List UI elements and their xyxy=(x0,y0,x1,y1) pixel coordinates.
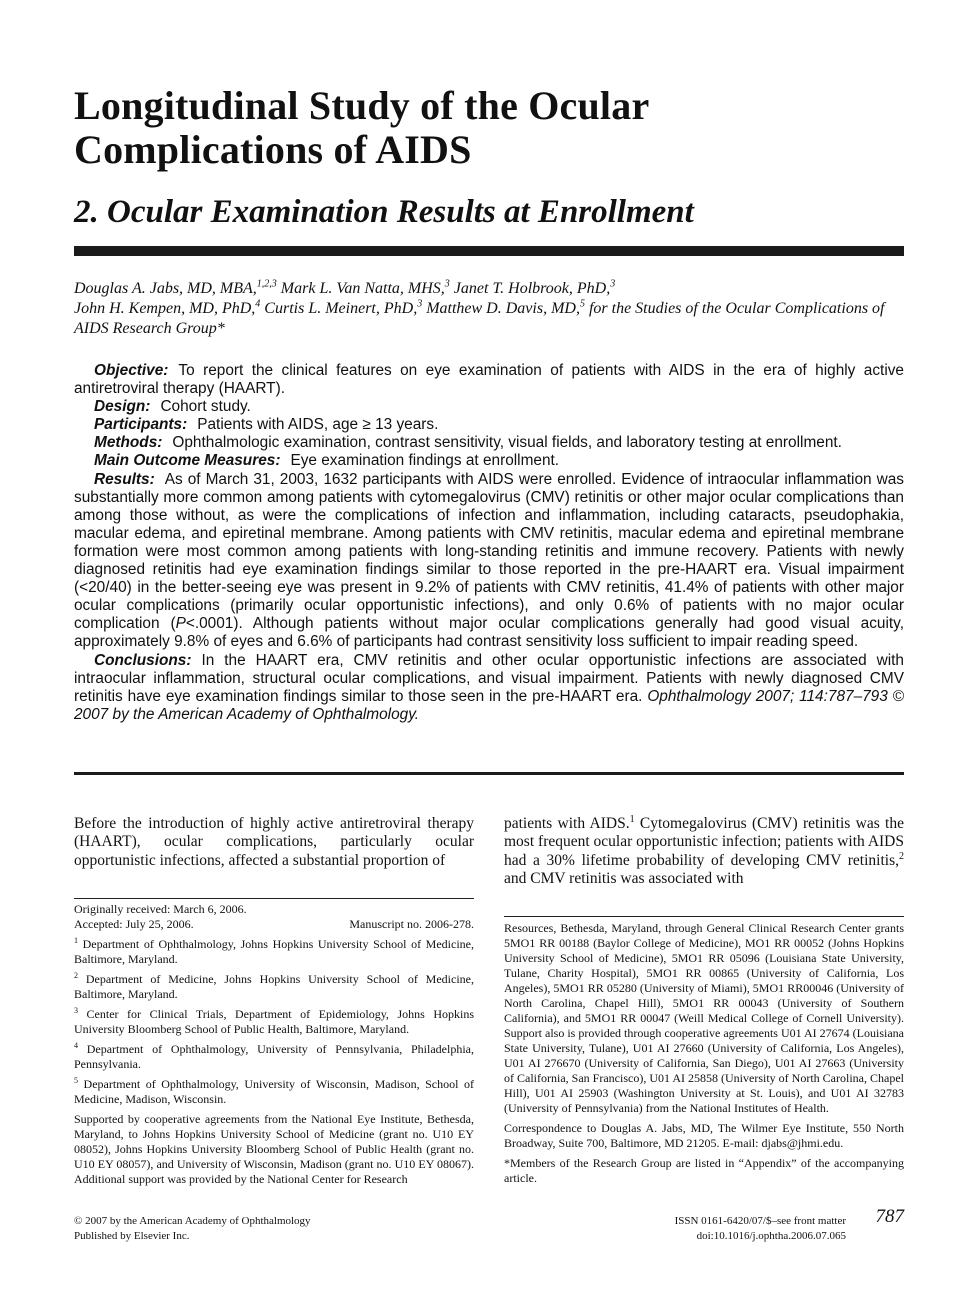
accepted-date: Accepted: July 25, 2006. xyxy=(74,917,194,931)
abstract-design xyxy=(74,398,904,416)
author-name: Curtis L. Meinert, PhD, xyxy=(260,300,418,317)
author-affiliation-mark: 3 xyxy=(444,278,450,290)
copyright: © 2007 by the American Academy of Ophthalmology xyxy=(74,1215,311,1227)
author-name: Matthew D. Davis, MD, xyxy=(422,300,580,317)
affiliation xyxy=(74,1042,474,1072)
footnotes-right xyxy=(504,921,904,1191)
affiliation-mark: 3 xyxy=(74,1006,78,1015)
abstract-results xyxy=(74,471,904,652)
author-name: Mark L. Van Natta, MHS, xyxy=(276,280,445,297)
abstract-text: <.0001). Although patients without major ocular complications generally had good visual acuity, approximately 9.8% of eyes and 6.6% of participants had contrast sensitivity loss sufficient to impair reading speed. xyxy=(74,615,904,651)
abstract-label: Objective: xyxy=(94,362,169,379)
abstract-methods xyxy=(74,434,904,452)
page-footer-right xyxy=(620,1214,846,1244)
abstract-outcome-measures xyxy=(74,452,904,470)
affiliation-mark: 1 xyxy=(74,936,78,945)
body-text-run: and CMV retinitis was associated with xyxy=(504,870,744,888)
abstract xyxy=(74,362,904,724)
author-list xyxy=(74,279,904,339)
affiliation xyxy=(74,1077,474,1107)
affiliation-text: Department of Ophthalmology, University of Pennsylvania, Philadelphia, Pennsylvania. xyxy=(74,1042,474,1071)
author-affiliation-mark: 4 xyxy=(255,298,261,310)
footnotes-left xyxy=(74,902,474,1192)
affiliation-mark: 4 xyxy=(74,1041,78,1050)
doi: doi:10.1016/j.ophtha.2006.07.065 xyxy=(696,1230,846,1242)
reference-mark: 2 xyxy=(899,850,904,862)
abstract-text: Ophthalmologic examination, contrast sensitivity, visual fields, and laboratory testing at enrollment. xyxy=(172,434,842,452)
article-title: Longitudinal Study of the Ocular Complications of AIDS xyxy=(74,83,649,172)
author-affiliation-mark: 5 xyxy=(579,298,585,310)
dates-row xyxy=(74,917,474,932)
group-members-note: *Members of the Research Group are listed in “Appendix” of the accompanying article. xyxy=(504,1156,904,1185)
footnote-rule xyxy=(504,916,904,917)
abstract-text: In the HAART era, CMV retinitis and other ocular opportunistic infections are associated with intraocular inflammation, structural ocular complications, and visual impairment. Patients with newly diagnosed CMV retinitis have eye examination findings similar to those seen in the pre-HAART era. xyxy=(74,651,904,705)
received-date: Originally received: March 6, 2006. xyxy=(74,902,247,916)
journal-citation: Ophthalmology 2007; 114:787–793 © 2007 by the American Academy of Ophthalmology. xyxy=(74,687,905,723)
abstract-text: Cohort study. xyxy=(160,398,251,416)
funding-note: Supported by cooperative agreements from the National Eye Institute, Bethesda, Maryland, to Johns Hopkins University School of Medicine (grant no. U10 EY 08052), Johns Hopkins University Bloomberg School of Public Health (grant no. U10 EY 08057), and University of Wisconsin, Madison (grant no. U10 EY 08067). Additional support was provided by the National Center for Research xyxy=(74,1112,474,1186)
page-number: 787 xyxy=(875,1206,904,1227)
publisher: Published by Elsevier Inc. xyxy=(74,1230,190,1242)
body-text-run: Cytomegalovirus (CMV) retinitis was the most frequent ocular opportunistic infection; patients with AIDS had a 30% lifetime probability of developing CMV retinitis, xyxy=(504,815,904,869)
abstract-label: Results: xyxy=(94,470,155,488)
affiliation-text: Department of Medicine, Johns Hopkins University School of Medicine, Baltimore, Maryland. xyxy=(74,972,474,1001)
affiliation xyxy=(74,937,474,967)
abstract-label: Participants: xyxy=(94,416,188,434)
author-affiliation-mark: 3 xyxy=(417,298,423,310)
abstract-label: Conclusions: xyxy=(94,651,192,669)
affiliation-text: Department of Ophthalmology, University of Wisconsin, Madison, School of Medicine, Madison, Wisconsin. xyxy=(74,1077,474,1106)
abstract-objective xyxy=(74,362,904,398)
footnote-rule xyxy=(74,898,474,899)
body-column-left xyxy=(74,815,474,870)
abstract-text: To report the clinical features on eye examination of patients with AIDS in the era of highly active antiretroviral therapy (HAART). xyxy=(74,362,904,398)
abstract-text: As of March 31, 2003, 1632 participants with AIDS were enrolled. Evidence of intraocular inflammation was substantially more common among patients with cytomegalovirus (CMV) retinitis or other major ocular complications than among those without, as were the complications of infection and inflammation, including cataracts, pseudophakia, macular edema, and epiretinal membrane. Among patients with CMV retinitis, macular edema and epiretinal membrane formation were most common among patients with long-standing retinitis and immune recovery. Patients with newly diagnosed retinitis had eye examination findings similar to those reported in the pre-HAART era. Visual impairment (<20/40) in the better-seeing eye was present in 9.2% of patients with CMV retinitis, 41.4% of patients with other major ocular complications (primarily ocular opportunistic infections), and only 0.6% of patients with no major ocular complication ( xyxy=(74,470,904,633)
affiliation-text: Center for Clinical Trials, Department of Epidemiology, Johns Hopkins University Bloomberg School of Public Health, Baltimore, Maryland. xyxy=(74,1007,474,1036)
body-column-right xyxy=(504,815,904,889)
author-affiliation-mark: 3 xyxy=(610,278,616,290)
issn: ISSN 0161-6420/07/$–see front matter xyxy=(674,1215,846,1227)
reference-mark: 1 xyxy=(629,813,635,825)
abstract-participants xyxy=(74,416,904,434)
author-name: John H. Kempen, MD, PhD, xyxy=(74,300,256,317)
author-name: Douglas A. Jabs, MD, MBA, xyxy=(74,280,257,297)
p-value-symbol: P xyxy=(175,615,186,633)
abstract-conclusions xyxy=(74,652,904,724)
article-subtitle: 2. Ocular Examination Results at Enrollment xyxy=(74,194,694,230)
affiliation-mark: 2 xyxy=(74,971,78,980)
affiliation-text: Department of Ophthalmology, Johns Hopkins University School of Medicine, Baltimore, Maryland. xyxy=(74,937,474,966)
title-rule xyxy=(74,246,904,256)
research-group: for the Studies of the Ocular Complications of AIDS Research Group* xyxy=(74,300,885,337)
abstract-rule xyxy=(74,772,904,775)
correspondence: Correspondence to Douglas A. Jabs, MD, The Wilmer Eye Institute, 550 North Broadway, Suite 700, Baltimore, MD 21205. E-mail: djabs@jhmi.edu. xyxy=(504,1121,904,1150)
body-text-run: patients with AIDS. xyxy=(504,815,630,832)
affiliation-mark: 5 xyxy=(74,1076,78,1085)
affiliation xyxy=(74,972,474,1002)
abstract-text: Eye examination findings at enrollment. xyxy=(290,452,560,470)
abstract-text: Patients with AIDS, age ≥ 13 years. xyxy=(197,416,439,434)
page-footer-left xyxy=(74,1214,311,1244)
author-affiliation-mark: 1,2,3 xyxy=(256,278,277,290)
manuscript-number: Manuscript no. 2006-278. xyxy=(349,917,474,931)
body-paragraph: Before the introduction of highly active antiretroviral therapy (HAART), ocular complications, particularly ocular opportunistic infections, affected a substantial proportion of xyxy=(74,815,474,869)
abstract-label: Main Outcome Measures: xyxy=(94,452,281,470)
body-paragraph xyxy=(504,815,904,889)
funding-note: Resources, Bethesda, Maryland, through General Clinical Research Center grants 5MO1 RR 00188 (Baylor College of Medicine), MO1 RR 00052 (Johns Hopkins University School of Medicine), 5MO1 RR 05096 (Louisiana State University, Tulane, Charity Hospital), 5MO1 RR 00865 (University of California, Los Angeles), 5MO1 RR 05280 (University of Miami), 5MO1 RR00046 (University of North Carolina, Chapel Hill), 5MO1 RR 00043 (University of Southern California), and 5MO1 RR 00047 (Weill Medical College of Cornell University). Support also is provided through cooperative agreements U01 AI 27674 (Louisiana State University, Tulane), U01 AI 27660 (University of California, Los Angeles), U01 AI 276670 (University of California, San Diego), U01 AI 27663 (University of California, San Francisco), U01 AI 25858 (University of North Carolina, Chapel Hill), U01 AI 25903 (Washington University at St. Louis), and U01 AI 32783 (University of Pennsylvania) from the National Institutes of Health. xyxy=(504,921,904,1115)
affiliation xyxy=(74,1007,474,1037)
author-name: Janet T. Holbrook, PhD, xyxy=(449,280,611,297)
abstract-label: Design: xyxy=(94,398,151,416)
abstract-label: Methods: xyxy=(94,434,163,452)
